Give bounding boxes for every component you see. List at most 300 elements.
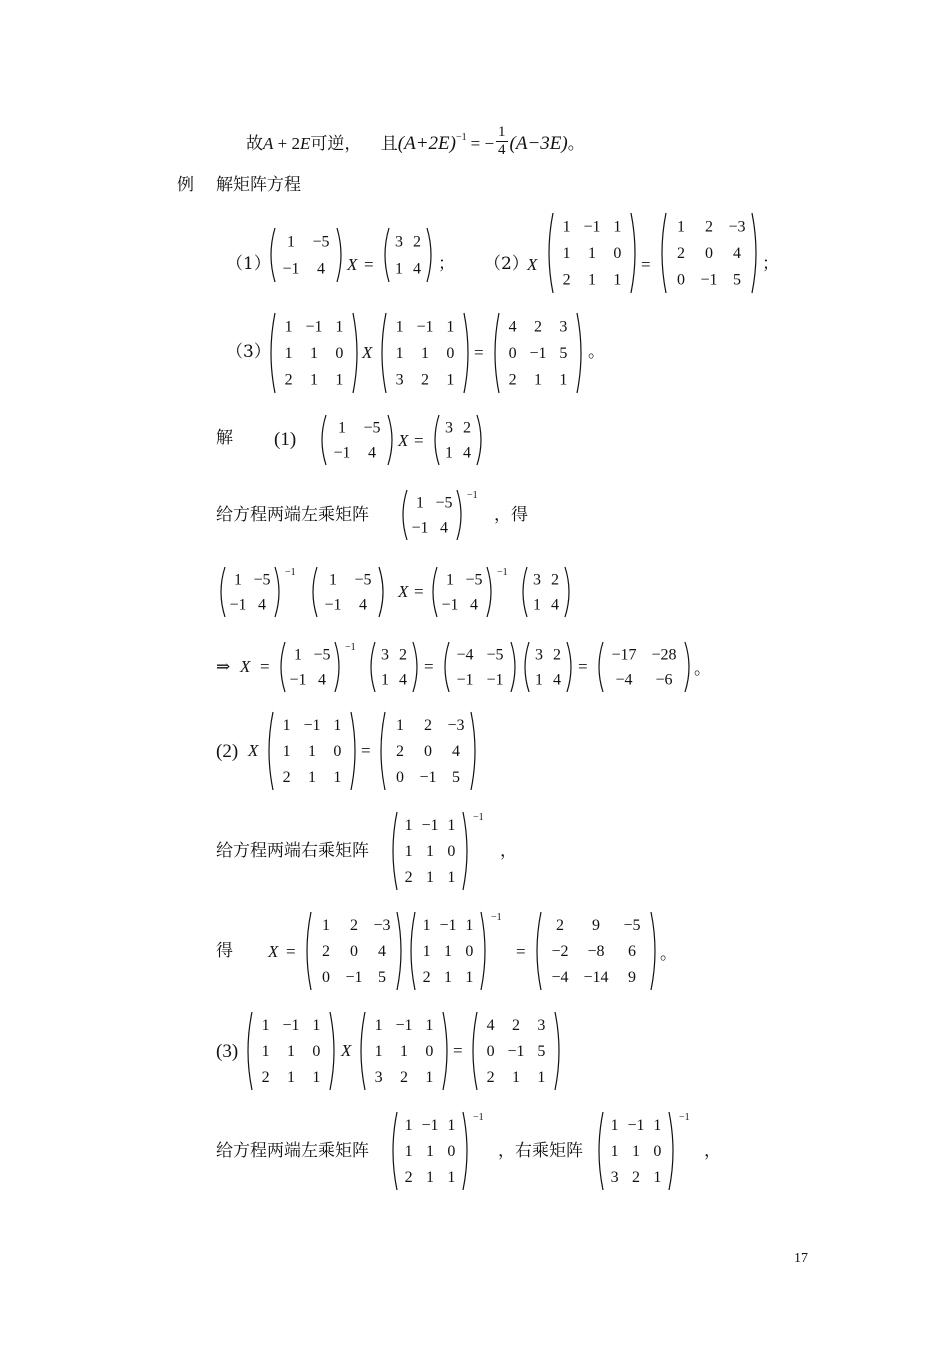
matrix-entry: 3 bbox=[610, 1169, 619, 1186]
matrix-entry: −17 bbox=[611, 646, 637, 664]
matrix-entry: 1 bbox=[610, 1117, 619, 1134]
matrix-entry: 0 bbox=[508, 345, 517, 362]
matrix-entry: 1 bbox=[465, 969, 474, 986]
matrix-entry: 1 bbox=[447, 1169, 456, 1186]
right-paren bbox=[275, 567, 279, 617]
rhs-inverse-a bbox=[428, 565, 508, 619]
right-paren bbox=[463, 1112, 467, 1190]
matrix-entry: 2 bbox=[396, 743, 404, 760]
matrix-entry: 0 bbox=[447, 1143, 456, 1160]
matrix-entry: 1 bbox=[416, 494, 424, 512]
var-a: A bbox=[263, 134, 274, 153]
matrix-entry: 0 bbox=[424, 743, 432, 760]
page-number: 17 bbox=[794, 1251, 808, 1266]
matrix-entry: −1 bbox=[627, 1117, 645, 1134]
solution-1-result bbox=[594, 640, 694, 694]
matrix-entry: 4 bbox=[440, 519, 448, 537]
semicolon: ； bbox=[762, 254, 779, 274]
matrix-entry: 1 bbox=[444, 943, 452, 960]
comma-de: ，得 bbox=[494, 505, 528, 525]
matrix-entry: 1 bbox=[613, 218, 622, 236]
right-paren bbox=[464, 313, 468, 393]
inverse-superscript: −1 bbox=[473, 1112, 484, 1123]
matrix-entry: 2 bbox=[413, 233, 421, 251]
example-title: 解矩阵方程 bbox=[216, 175, 301, 195]
left-paren bbox=[549, 213, 553, 293]
matrix-entry: 0 bbox=[705, 245, 713, 262]
matrix-entry: 0 bbox=[653, 1143, 662, 1160]
matrix-entry: 5 bbox=[537, 1043, 546, 1060]
matrix-entry: 1 bbox=[653, 1169, 662, 1186]
right-paren bbox=[335, 642, 339, 692]
problem-1-matrix-a bbox=[266, 226, 346, 284]
matrix-entry: 3 bbox=[395, 233, 403, 251]
right-paren bbox=[651, 912, 655, 990]
matrix-entry: 4 bbox=[317, 260, 325, 278]
matrix-entry: 0 bbox=[333, 743, 342, 760]
matrix-entry: 1 bbox=[396, 717, 404, 734]
matrix-entry: −1 bbox=[333, 444, 351, 462]
equals-sign: = bbox=[453, 1041, 463, 1060]
matrix-entry: 0 bbox=[677, 271, 685, 289]
matrix-entry: −1 bbox=[441, 596, 459, 614]
problem-3-matrix-b bbox=[377, 311, 473, 395]
matrix-entry: 2 bbox=[399, 646, 407, 664]
matrix-entry: −3 bbox=[728, 218, 746, 236]
matrix-entry: −2 bbox=[551, 943, 569, 960]
left-paren bbox=[537, 912, 541, 990]
matrix-entry: −1 bbox=[395, 1017, 413, 1034]
matrix-entry: 1 bbox=[535, 671, 543, 689]
matrix-entry: 1 bbox=[446, 318, 455, 336]
matrix-entry: 3 bbox=[533, 571, 541, 589]
matrix-entry: 1 bbox=[512, 1069, 520, 1086]
matrix-entry: −1 bbox=[419, 769, 437, 786]
matrix-entry: 1 bbox=[310, 345, 318, 362]
matrix-entry: 1 bbox=[284, 318, 293, 336]
matrix-entry: −1 bbox=[507, 1043, 525, 1060]
equals-sign: = bbox=[286, 942, 296, 961]
matrix-entry: 2 bbox=[400, 1069, 408, 1086]
matrix-entry: 1 bbox=[335, 371, 344, 389]
solution-2-matrix-a bbox=[264, 710, 360, 792]
matrix-entry: −1 bbox=[700, 271, 718, 289]
left-paren bbox=[473, 1012, 477, 1090]
matrix-entry: 3 bbox=[559, 318, 568, 336]
matrix-entry: 1 bbox=[287, 1069, 295, 1086]
left-paren bbox=[361, 1012, 365, 1090]
left-paren bbox=[371, 642, 375, 692]
matrix-entry: −1 bbox=[324, 596, 342, 614]
equals-sign: = bbox=[364, 255, 374, 274]
left-paren bbox=[393, 1112, 397, 1190]
matrix-entry: 1 bbox=[404, 1143, 413, 1160]
left-paren bbox=[271, 313, 275, 393]
matrix-entry: 1 bbox=[447, 1117, 456, 1134]
matrix-entry: −1 bbox=[345, 969, 363, 986]
matrix-entry: 4 bbox=[258, 596, 266, 614]
text-gu: 故 bbox=[246, 134, 263, 154]
matrix-entry: 5 bbox=[733, 271, 741, 289]
right-paren bbox=[337, 228, 341, 282]
matrix-entry: 1 bbox=[374, 1043, 383, 1060]
inverse-superscript: −1 bbox=[345, 642, 356, 653]
matrix-entry: 1 bbox=[426, 1169, 434, 1186]
matrix-entry: −1 bbox=[305, 318, 323, 336]
left-paren bbox=[313, 567, 317, 617]
right-paren bbox=[555, 1012, 559, 1090]
matrix-entry: 4 bbox=[508, 318, 517, 336]
matrix-entry: −3 bbox=[373, 917, 391, 934]
var-x: X bbox=[240, 657, 251, 676]
solution-1-matrix-b bbox=[430, 413, 486, 467]
right-paren bbox=[487, 567, 491, 617]
s2-matrix-b bbox=[302, 910, 406, 992]
matrix-entry: 4 bbox=[378, 943, 386, 960]
expr-a-plus-2e: (A+2E) bbox=[397, 133, 456, 154]
matrix-entry: 2 bbox=[508, 371, 517, 389]
matrix-entry: 2 bbox=[534, 318, 542, 336]
matrix-entry: 2 bbox=[404, 1169, 413, 1186]
matrix-entry: 4 bbox=[553, 671, 561, 689]
matrix-entry: 2 bbox=[282, 769, 291, 786]
equals-sign: = bbox=[414, 431, 424, 450]
matrix-entry: 2 bbox=[553, 646, 561, 664]
var-x: X bbox=[248, 741, 259, 760]
left-paren bbox=[281, 642, 285, 692]
matrix-entry: 0 bbox=[312, 1043, 321, 1060]
var-x: X bbox=[527, 255, 538, 274]
matrix-entry: 1 bbox=[588, 245, 596, 262]
right-paren bbox=[413, 642, 417, 692]
var-x: X bbox=[341, 1041, 352, 1060]
left-paren bbox=[322, 415, 326, 465]
matrix-entry: 1 bbox=[404, 843, 413, 860]
matrix-entry: 1 bbox=[425, 1017, 434, 1034]
left-paren bbox=[221, 567, 225, 617]
matrix-entry: −5 bbox=[363, 419, 381, 437]
right-paren bbox=[511, 642, 515, 692]
matrix-entry: 2 bbox=[404, 869, 413, 886]
matrix-entry: 1 bbox=[610, 1143, 619, 1160]
matrix-entry: 1 bbox=[533, 596, 541, 614]
left-paren bbox=[411, 912, 415, 990]
matrix-entry: 1 bbox=[322, 917, 330, 934]
matrix-entry: −1 bbox=[421, 817, 439, 834]
matrix-entry: 1 bbox=[400, 1043, 408, 1060]
matrix-entry: 2 bbox=[421, 371, 429, 389]
matrix-entry: 4 bbox=[452, 743, 460, 760]
period: 。 bbox=[567, 134, 585, 154]
matrix-entry: 2 bbox=[632, 1169, 640, 1186]
matrix-entry: 0 bbox=[447, 843, 456, 860]
matrix-entry: −4 bbox=[615, 671, 633, 689]
matrix-entry: 5 bbox=[452, 769, 460, 786]
var-x: X bbox=[268, 942, 279, 961]
matrix-entry: 2 bbox=[677, 245, 685, 262]
matrix-entry: 4 bbox=[359, 596, 367, 614]
matrix-entry: −5 bbox=[253, 571, 271, 589]
period: 。 bbox=[660, 944, 677, 964]
matrix-entry: −1 bbox=[282, 1017, 300, 1034]
inverse-superscript: −1 bbox=[285, 567, 296, 578]
var-e: E bbox=[299, 134, 311, 153]
matrix-entry: 2 bbox=[350, 917, 358, 934]
right-multiply-mid-text: ，右乘矩阵 bbox=[498, 1141, 583, 1161]
solution-2-matrix-b bbox=[376, 710, 480, 792]
lhs-inverse-a bbox=[216, 565, 296, 619]
equals-sign: = bbox=[260, 657, 270, 676]
matrix-entry: 1 bbox=[677, 218, 685, 236]
right-multiply-text: 给方程两端右乘矩阵 bbox=[216, 841, 369, 861]
matrix-entry: 1 bbox=[312, 1017, 321, 1034]
matrix-entry: 1 bbox=[562, 245, 571, 262]
matrix-entry: 1 bbox=[287, 233, 295, 251]
matrix-entry: 0 bbox=[350, 943, 358, 960]
matrix-entry: 1 bbox=[374, 1017, 383, 1034]
matrix-entry: 1 bbox=[282, 743, 291, 760]
left-paren bbox=[269, 712, 273, 790]
left-paren bbox=[523, 567, 527, 617]
matrix-entry: 4 bbox=[551, 596, 559, 614]
right-paren bbox=[631, 213, 635, 293]
matrix-entry: 1 bbox=[632, 1143, 640, 1160]
equals-sign: = bbox=[474, 343, 484, 362]
equals-sign: = bbox=[424, 657, 434, 676]
left-paren bbox=[248, 1012, 252, 1090]
matrix-entry: 3 bbox=[395, 371, 404, 389]
inverse-superscript: −1 bbox=[491, 912, 502, 923]
matrix-entry: −14 bbox=[583, 969, 609, 986]
right-paren bbox=[565, 567, 569, 617]
matrix-entry: −5 bbox=[312, 233, 330, 251]
matrix-entry: 2 bbox=[562, 271, 571, 289]
right-paren bbox=[427, 228, 431, 282]
matrix-entry: −1 bbox=[583, 218, 601, 236]
right-paren bbox=[669, 1112, 673, 1190]
matrix-entry: 1 bbox=[404, 1117, 413, 1134]
matrix-entry: 2 bbox=[705, 218, 713, 236]
matrix-entry: −5 bbox=[465, 571, 483, 589]
right-paren bbox=[567, 642, 571, 692]
matrix-entry: 2 bbox=[556, 917, 564, 934]
lhs-a bbox=[308, 565, 388, 619]
matrix-entry: 4 bbox=[486, 1017, 495, 1034]
expr-a-minus-3e: (A−3E) bbox=[509, 133, 568, 154]
matrix-entry: 2 bbox=[284, 371, 293, 389]
left-paren bbox=[393, 812, 397, 890]
matrix-entry: 1 bbox=[422, 917, 431, 934]
left-paren bbox=[433, 567, 437, 617]
right-paren bbox=[752, 213, 756, 293]
matrix-entry: 2 bbox=[261, 1069, 270, 1086]
right-paren bbox=[477, 415, 481, 465]
right-paren bbox=[388, 415, 392, 465]
matrix-entry: −1 bbox=[486, 671, 504, 689]
matrix-entry: −1 bbox=[229, 596, 247, 614]
inverse-matrix-3a bbox=[388, 1110, 484, 1192]
matrix-entry: 2 bbox=[551, 571, 559, 589]
matrix-entry: 0 bbox=[486, 1043, 495, 1060]
matrix-entry: 4 bbox=[733, 245, 741, 262]
matrix-entry: 1 bbox=[333, 717, 342, 734]
solution-1-matrix-a bbox=[317, 413, 397, 467]
equals-sign: = bbox=[516, 942, 526, 961]
solution-label: 解 bbox=[216, 428, 233, 448]
problem-3-matrix-c bbox=[490, 311, 586, 395]
matrix-entry: −1 bbox=[529, 345, 547, 362]
matrix-entry: 1 bbox=[404, 817, 413, 834]
right-paren bbox=[577, 313, 581, 393]
solution-3-matrix-a bbox=[243, 1010, 339, 1092]
right-paren bbox=[443, 1012, 447, 1090]
matrix-entry: 1 bbox=[446, 371, 455, 389]
matrix-entry: 0 bbox=[335, 345, 344, 362]
matrix-entry: 1 bbox=[284, 345, 293, 362]
matrix-entry: 3 bbox=[537, 1017, 546, 1034]
matrix-entry: −4 bbox=[456, 646, 474, 664]
matrix-entry: 1 bbox=[444, 969, 452, 986]
matrix-entry: 5 bbox=[559, 345, 568, 362]
left-paren bbox=[599, 642, 603, 692]
period: 。 bbox=[694, 659, 711, 679]
matrix-entry: −5 bbox=[623, 917, 641, 934]
matrix-entry: 1 bbox=[261, 1017, 270, 1034]
b-step bbox=[366, 640, 422, 694]
implies-symbol: ⇒ bbox=[216, 657, 231, 676]
matrix-entry: 1 bbox=[426, 869, 434, 886]
matrix-entry: −6 bbox=[655, 671, 673, 689]
matrix-entry: −1 bbox=[303, 717, 321, 734]
matrix-entry: 4 bbox=[463, 444, 471, 462]
left-paren bbox=[495, 313, 499, 393]
matrix-entry: −8 bbox=[587, 943, 605, 960]
matrix-entry: 1 bbox=[559, 371, 568, 389]
matrix-entry: 3 bbox=[381, 646, 389, 664]
matrix-entry: 1 bbox=[294, 646, 302, 664]
var-x: X bbox=[347, 255, 358, 274]
left-paren bbox=[382, 313, 386, 393]
b-step-2 bbox=[520, 640, 576, 694]
inverse-superscript: −1 bbox=[473, 812, 484, 823]
matrix-entry: 4 bbox=[470, 596, 478, 614]
matrix-entry: 2 bbox=[424, 717, 432, 734]
matrix-entry: 1 bbox=[333, 769, 342, 786]
final-comma: ， bbox=[704, 1141, 721, 1161]
matrix-entry: 1 bbox=[534, 371, 542, 389]
matrix-entry: 1 bbox=[335, 318, 344, 336]
matrix-entry: 2 bbox=[512, 1017, 520, 1034]
solution-1-label: (1) bbox=[274, 429, 297, 450]
matrix-entry: −28 bbox=[651, 646, 677, 664]
matrix-entry: −1 bbox=[289, 671, 307, 689]
inverse-superscript: −1 bbox=[679, 1112, 690, 1123]
left-paren bbox=[525, 642, 529, 692]
right-paren bbox=[463, 812, 467, 890]
matrix-entry: −1 bbox=[411, 519, 429, 537]
right-paren bbox=[457, 490, 461, 540]
matrix-entry: 1 bbox=[426, 1143, 434, 1160]
right-paren bbox=[685, 642, 689, 692]
left-paren bbox=[307, 912, 311, 990]
period: 。 bbox=[588, 342, 605, 362]
equals-sign: = bbox=[414, 582, 424, 601]
matrix-entry: 9 bbox=[628, 969, 636, 986]
equals-minus: = − bbox=[470, 134, 495, 153]
matrix-entry: 0 bbox=[465, 943, 474, 960]
matrix-entry: 1 bbox=[425, 1069, 434, 1086]
equals-sign: = bbox=[361, 741, 371, 760]
matrix-entry: −5 bbox=[354, 571, 372, 589]
left-paren bbox=[662, 213, 666, 293]
matrix-entry: 2 bbox=[322, 943, 330, 960]
inverse-a-step bbox=[276, 640, 356, 694]
matrix-entry: −1 bbox=[456, 671, 474, 689]
matrix-entry: 3 bbox=[445, 419, 453, 437]
matrix-entry: 1 bbox=[446, 571, 454, 589]
line-a-plus-2e-invertible bbox=[246, 124, 585, 161]
matrix-entry: 4 bbox=[399, 671, 407, 689]
matrix-entry: 1 bbox=[287, 1043, 295, 1060]
s2-inverse-a bbox=[406, 910, 502, 992]
matrix-entry: 0 bbox=[322, 969, 330, 986]
equals-sign: = bbox=[641, 255, 651, 274]
equals-sign: = bbox=[578, 657, 588, 676]
inverse-superscript: −1 bbox=[467, 490, 478, 501]
left-paren bbox=[403, 490, 407, 540]
inverse-matrix-3b bbox=[594, 1110, 690, 1192]
inverse-superscript: −1 bbox=[497, 567, 508, 578]
matrix-entry: 4 bbox=[368, 444, 376, 462]
matrix-entry: −5 bbox=[435, 494, 453, 512]
problem-1-label: （1） bbox=[226, 254, 271, 274]
matrix-entry: 1 bbox=[562, 218, 571, 236]
matrix-entry: 1 bbox=[426, 843, 434, 860]
matrix-entry: 4 bbox=[413, 260, 421, 278]
right-paren bbox=[379, 567, 383, 617]
left-paren bbox=[445, 642, 449, 692]
right-paren bbox=[397, 912, 401, 990]
semicolon: ； bbox=[438, 254, 455, 274]
text-qie: 且 bbox=[380, 134, 398, 154]
matrix-entry: 1 bbox=[261, 1043, 270, 1060]
matrix-entry: 1 bbox=[312, 1069, 321, 1086]
matrix-entry: −1 bbox=[421, 1117, 439, 1134]
var-x: X bbox=[398, 582, 409, 601]
comma: ， bbox=[500, 841, 517, 861]
matrix-entry: 1 bbox=[395, 260, 403, 278]
right-paren bbox=[353, 313, 357, 393]
matrix-entry: −3 bbox=[447, 717, 465, 734]
left-paren bbox=[385, 228, 389, 282]
text-invertible: 可逆， bbox=[310, 134, 362, 154]
problem-3-label: （3） bbox=[226, 342, 271, 362]
matrix-entry: 1 bbox=[310, 371, 318, 389]
example-label: 例 bbox=[177, 175, 194, 195]
matrix-entry: 6 bbox=[628, 943, 636, 960]
var-x: X bbox=[362, 343, 373, 362]
matrix-entry: 0 bbox=[613, 245, 622, 262]
matrix-entry: −1 bbox=[282, 260, 300, 278]
problem-2-label: （2） bbox=[484, 254, 529, 274]
plus-two: + 2 bbox=[273, 134, 300, 153]
matrix-entry: 1 bbox=[329, 571, 337, 589]
matrix-entry: −1 bbox=[416, 318, 434, 336]
fraction-one-quarter: $\frac{1}{4}$ bbox=[498, 124, 506, 158]
solution-3-matrix-b bbox=[356, 1010, 452, 1092]
matrix-entry: 1 bbox=[282, 717, 291, 734]
matrix-entry: 1 bbox=[395, 345, 404, 362]
